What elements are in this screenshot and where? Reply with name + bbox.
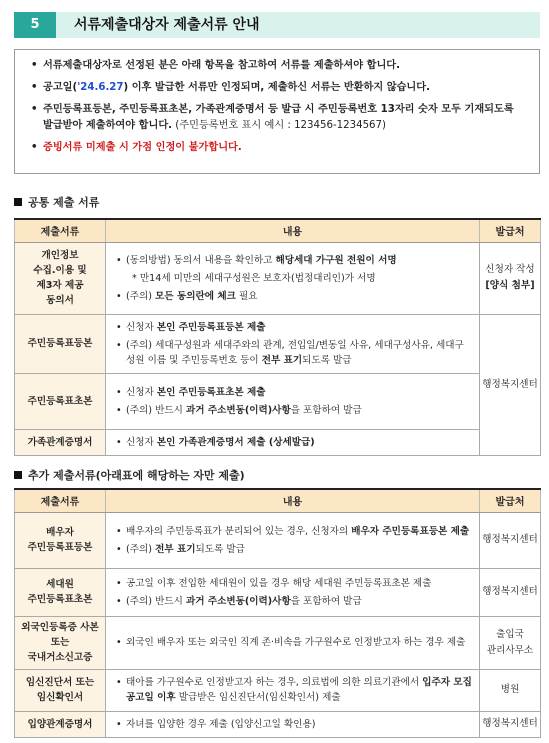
table-row [15, 669, 541, 711]
doc-pregnancy-certificate [15, 669, 106, 711]
notice-box [14, 49, 540, 174]
additional-section-title-text: 추가 제출서류(아래표에 해당하는 자만 제출) [28, 469, 245, 482]
notice-item-4-warning: 증빙서류 미제출 시 가점 인정이 불가합니다. [43, 142, 242, 153]
table-row [15, 373, 541, 429]
doc-name: 주민등록표초본 [27, 395, 93, 407]
section-number: 5 [14, 12, 56, 38]
issuer-text: 신청자 작성 [485, 264, 535, 275]
item-bold: 전부 표기 [155, 543, 196, 555]
list-item [114, 594, 473, 609]
common-section-title [14, 194, 99, 210]
doc-foreigner-registration [15, 616, 106, 669]
doc-household-abstract [15, 568, 106, 616]
header-document: 제출서류 [15, 489, 106, 512]
doc-name: 주민등록표등본 [27, 338, 93, 349]
table-row [15, 512, 541, 568]
sub-note: * 만14세 미만의 세대구성원은 보호자(법정대리인)가 서명 [132, 272, 376, 284]
doc-adoption-certificate [15, 711, 106, 737]
issuer-cell [480, 616, 541, 669]
item-text: 공고일 이후 전입한 세대원이 있을 경우 해당 세대원 주민등록표초본 제출 [126, 577, 432, 589]
table-row [15, 711, 541, 737]
item-bold: 입주자 모집공고일 이후 [126, 677, 472, 703]
doc-name: 입양관계증명서 [27, 718, 93, 730]
notice-item-3-example: (주민등록번호 표시 예시 : 123456-1234567) [172, 120, 386, 131]
additional-documents-table [14, 488, 541, 738]
item-text: 외국인 배우자 또는 외국인 직계 존·비속을 가구원수로 인정받고자 하는 경우 제출 [126, 637, 466, 648]
content-cell [106, 373, 480, 429]
issuer-form-attached: [양식 첨부] [485, 280, 535, 291]
item-bold: 본인 주민등록표등본 제출 [156, 321, 266, 333]
table-header-row [15, 219, 541, 242]
common-section-title-text: 공통 제출 서류 [28, 196, 100, 209]
content-cell [106, 669, 480, 711]
issuer-text: 출입국 관리사무소 [486, 628, 534, 656]
item-text: 신청자 [126, 321, 157, 333]
doc-resident-abstract [15, 373, 106, 429]
header-content: 내용 [106, 219, 480, 242]
list-item [114, 403, 473, 418]
item-text: (주의) [126, 543, 156, 555]
item-bold: 과거 주소변동(이력)사항 [185, 595, 291, 607]
issuer-cell [480, 314, 541, 455]
doc-name: 외국인등록증 사본 또는 국내거소신고증 [21, 622, 99, 663]
notice-item-1-text: 서류제출대상자로 선정된 분은 아래 항목을 참고하여 서류를 제출하셔야 합니다. [43, 60, 400, 71]
list-item [114, 717, 473, 732]
table-row [15, 568, 541, 616]
notice-item-4 [29, 140, 527, 156]
doc-family-relation [15, 429, 106, 455]
content-cell [106, 314, 480, 373]
notice-item-2-suffix: ) 이후 발급한 서류만 인정되며, 제출하신 서류는 반환하지 않습니다. [123, 82, 430, 93]
list-item [114, 675, 473, 705]
item-bold: 배우자 주민등록표등본 제출 [351, 525, 470, 537]
list-item [114, 542, 473, 557]
content-cell [106, 429, 480, 455]
item-bold: 전부 표기 [261, 354, 303, 366]
list-item [114, 435, 473, 450]
issuer-text: 병원 [500, 684, 520, 695]
issuer-cell [480, 669, 541, 711]
notice-date: '24.6.27 [77, 82, 124, 93]
header-issuer: 발급처 [480, 219, 541, 242]
issuer-cell [480, 711, 541, 737]
table-row [15, 314, 541, 373]
list-item [114, 576, 473, 591]
list-item [114, 320, 473, 335]
doc-name: 배우자 주민등록표등본 [27, 527, 93, 553]
table-header-row [15, 489, 541, 512]
common-documents-table [14, 218, 541, 456]
square-bullet-icon [14, 198, 22, 206]
item-text: 을 포함하여 발급 [290, 595, 362, 607]
header-issuer: 발급처 [480, 489, 541, 512]
item-text: 자녀를 입양한 경우 제출 (입양신고일 확인용) [126, 718, 316, 730]
item-text: 발급받은 임신진단서(임신확인서) 제출 [175, 692, 341, 703]
notice-item-1 [29, 58, 527, 74]
item-text: 신청자 [126, 436, 157, 448]
content-cell [106, 242, 480, 314]
section-title: 서류제출대상자 제출서류 안내 [56, 12, 540, 38]
content-cell [106, 512, 480, 568]
item-text: (주의) [126, 290, 156, 302]
content-cell [106, 616, 480, 669]
issuer-text: 행정복지센터 [482, 586, 538, 597]
item-text: 신청자 [126, 386, 157, 398]
list-item [114, 289, 473, 304]
item-text: 되도록 발급 [195, 543, 245, 555]
issuer-cell [480, 568, 541, 616]
item-text: (동의방법) 동의서 내용을 확인하고 [126, 254, 276, 266]
doc-name: 가족관계증명서 [27, 436, 93, 448]
list-item [114, 635, 473, 650]
issuer-text: 행정복지센터 [482, 718, 538, 729]
doc-name: 임신진단서 또는 임신확인서 [25, 677, 95, 703]
issuer-text: 행정복지센터 [482, 378, 538, 390]
item-text: 배우자의 주민등록표가 분리되어 있는 경우, 신청자의 [126, 525, 352, 537]
issuer-cell [480, 512, 541, 568]
content-cell [106, 711, 480, 737]
item-text: 필요 [235, 290, 258, 302]
item-bold: 본인 가족관계증명서 제출 (상세발급) [156, 436, 315, 448]
table-row [15, 616, 541, 669]
item-text: (주의) 세대구성원과 세대주와의 관계, 전입일/변동일 사유, 세대구성사유, 세대구성원 이름 및 주민등록번호 등이 [126, 339, 464, 366]
doc-name: 세대원 주민등록표초본 [27, 579, 93, 605]
list-item [114, 385, 473, 400]
notice-item-2-prefix: 공고일( [43, 82, 78, 93]
content-cell [106, 568, 480, 616]
item-text: 되도록 발급 [302, 354, 352, 366]
square-bullet-icon [14, 471, 22, 479]
notice-item-3-bold: 주민등록표등본, 주민등록표초본, 가족관계증명서 등 발급 시 주민등록번호 13자리 숫자 모두 기재되도록 발급받아 제출하여야 합니다. [43, 104, 514, 131]
issuer-text: 행정복지센터 [482, 534, 538, 545]
item-text: (주의) 반드시 [126, 404, 186, 416]
doc-consent-form [15, 242, 106, 314]
doc-spouse-register [15, 512, 106, 568]
issuer-cell [480, 242, 541, 314]
header-content: 내용 [106, 489, 480, 512]
list-item [114, 253, 473, 268]
table-row [15, 242, 541, 314]
item-bold: 해당세대 가구원 전원이 서명 [275, 254, 397, 266]
notice-item-2 [29, 80, 527, 96]
item-bold: 본인 주민등록표초본 제출 [156, 386, 266, 398]
list-item [114, 524, 473, 539]
item-text: 태아를 가구원수로 인정받고자 하는 경우, 의료법에 의한 의료기관에서 [126, 677, 423, 688]
notice-item-3 [29, 102, 527, 134]
header-document: 제출서류 [15, 219, 106, 242]
list-item [114, 338, 473, 368]
doc-resident-register [15, 314, 106, 373]
additional-section-title [14, 467, 245, 483]
doc-name: 개인정보 수집.이용 및 제3자 제공 동의서 [33, 250, 87, 306]
item-text: (주의) 반드시 [126, 595, 186, 607]
section-header [14, 12, 540, 38]
item-bold: 모든 동의란에 체크 [155, 290, 236, 302]
item-text: 을 포함하여 발급 [290, 404, 362, 416]
table-row [15, 429, 541, 455]
item-bold: 과거 주소변동(이력)사항 [185, 404, 291, 416]
